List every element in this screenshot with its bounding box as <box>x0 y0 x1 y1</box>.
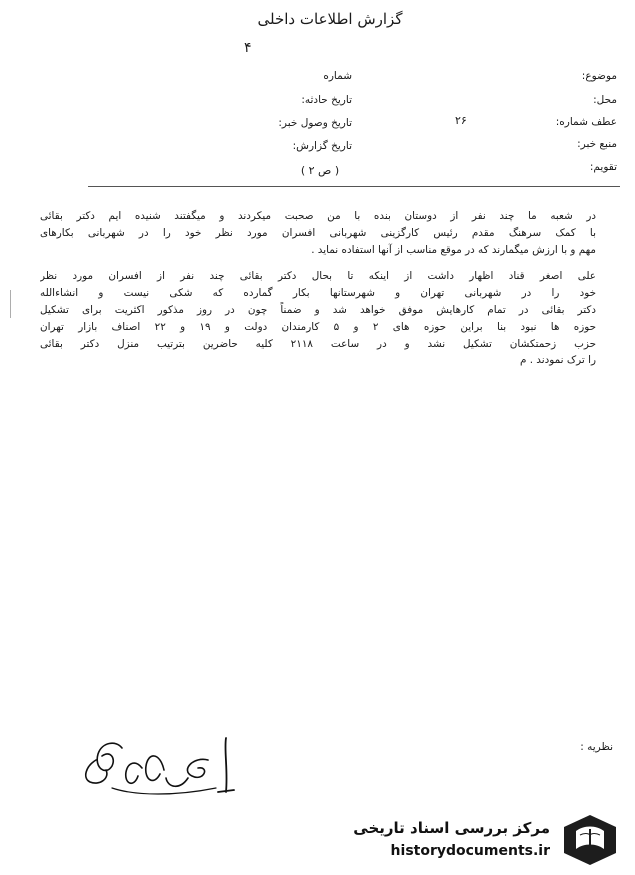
archive-logo-icon <box>558 811 622 873</box>
report-date-label: تاریخ گزارش: <box>292 140 352 152</box>
body-line: حزب زحمتکشان تشکیل نشد و در ساعت ۲۱۱۸ کلیه حاضرین بترتیب منزل دکتر بقائی <box>40 337 596 350</box>
watermark-title: مرکز بررسی اسناد تاریخی <box>353 819 550 837</box>
receipt-date-label: تاریخ وصول خبر: <box>278 117 352 129</box>
location-label: محل: <box>593 94 617 106</box>
body-line: مهم و با ارزش میگمارند که در موقع مناسب از آنها استفاده نماید . <box>311 243 596 256</box>
page-number: ( ص ۲ ) <box>300 164 340 177</box>
handwritten-signature <box>76 730 246 814</box>
number-label: شماره <box>323 70 352 82</box>
calendar-label: تقویم: <box>589 161 617 173</box>
body-line: با کمک سرهنگ مقدم رئیس کارگزینی شهربانی افسران مورد نظر خود را در شهربانی بکارهای <box>40 226 596 239</box>
document-title: گزارش اطلاعات داخلی <box>257 10 403 28</box>
incident-date-label: تاریخ حادثه: <box>301 94 352 106</box>
body-line: را ترک نمودند . م <box>519 354 596 367</box>
archive-watermark <box>340 805 630 871</box>
header-divider <box>88 186 620 187</box>
body-line: در شعبه ما چند نفر از دوستان بنده با من صحبت میکردند و میگفتند شنیده ایم دکتر بقائی <box>40 210 596 222</box>
report-body <box>40 208 596 369</box>
reference-number-mark: ۲۶ <box>455 114 467 127</box>
watermark-url: historydocuments.ir <box>390 843 550 859</box>
margin-mark <box>10 290 19 318</box>
body-line: علی اصغر قناد اظهار داشت از اینکه تا بحال دکتر بقائی چند نفر از افسران مورد نظر <box>40 270 596 283</box>
opinion-label: نظریه : <box>580 741 613 753</box>
news-source-label: منبع خبر: <box>577 138 617 150</box>
body-line: خود را در شهربانی تهران و شهرستانها بکار گمارده که شکی نیست و انشاءالله <box>40 287 596 300</box>
signature-icon <box>76 730 246 810</box>
subject-label: موضوع: <box>581 70 617 82</box>
title-mark: ۴ <box>244 40 252 56</box>
reference-number-label: عطف شماره: <box>555 116 617 128</box>
body-line: دکتر بقائی در تمام کارهایش موفق خواهد شد و ضمناً چون در روز مذکور اکثریت برای تشکیل <box>40 303 596 316</box>
body-line: حوزه ها نبود بنا براین حوزه های ۲ و ۵ کارمندان دولت و ۱۹ و ۲۲ اصناف بازار تهران <box>40 320 596 333</box>
